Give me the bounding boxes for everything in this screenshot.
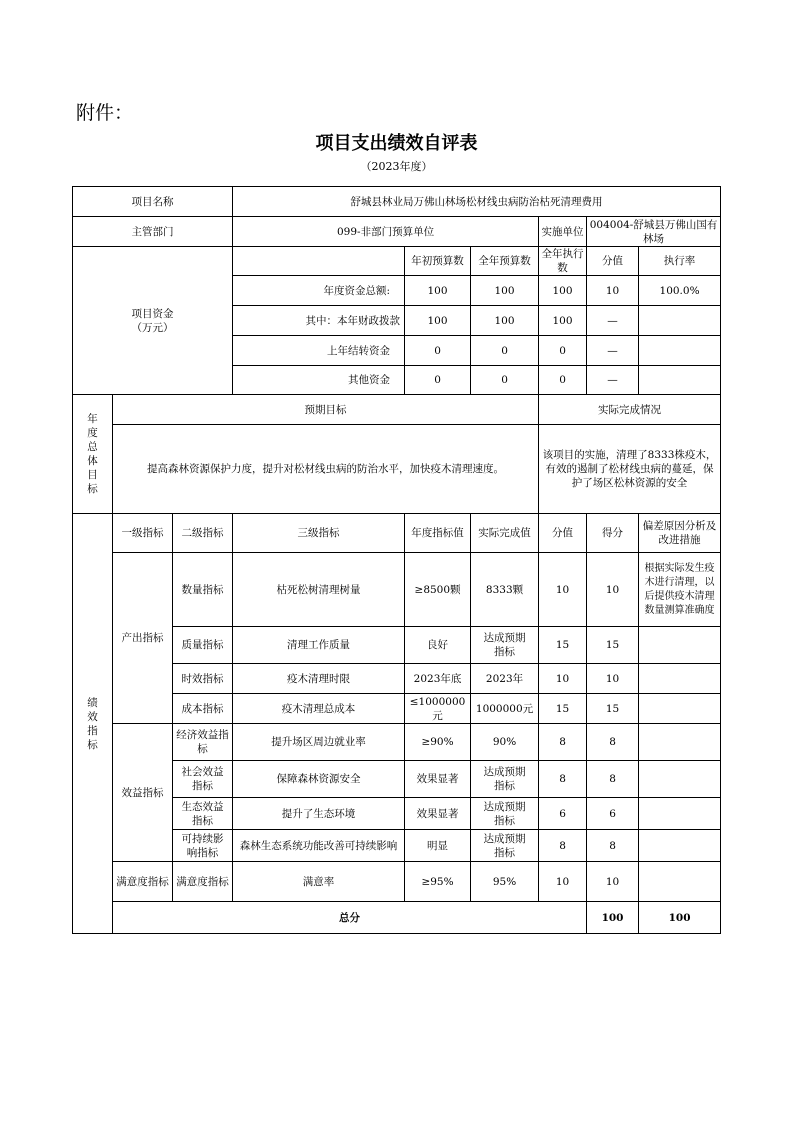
total-label: 总分 [113, 902, 587, 934]
perf-header: 得分 [587, 514, 639, 553]
total-score: 100 [639, 902, 721, 934]
target-value: ≥90% [405, 724, 471, 761]
funds-row-label: 年度资金总额: [233, 276, 405, 306]
actual-value: 1000000元 [471, 694, 539, 724]
dept-label: 主管部门 [73, 217, 233, 247]
target-value: 效果显著 [405, 761, 471, 798]
actual-value: 95% [471, 862, 539, 902]
deviation-remark [639, 724, 721, 761]
perf-row [73, 724, 721, 761]
funds-row-label: 其中：本年财政拨款 [233, 306, 405, 336]
funds-cell: 0 [539, 336, 587, 366]
expected-goal-header: 预期目标 [113, 395, 539, 425]
funds-cell: 100 [471, 306, 539, 336]
goals-label [73, 395, 113, 514]
actual-value: 8333颗 [471, 553, 539, 627]
level3-indicator: 疫木清理总成本 [233, 694, 405, 724]
level3-indicator: 满意率 [233, 862, 405, 902]
score-max: 8 [539, 724, 587, 761]
level3-indicator: 保障森林资源安全 [233, 761, 405, 798]
funds-cell: 0 [405, 366, 471, 395]
goals-header-row [73, 395, 721, 425]
actual-result-header: 实际完成情况 [539, 395, 721, 425]
level2-indicator: 质量指标 [173, 627, 233, 664]
project-name: 舒城县林业局万佛山林场松材线虫病防治枯死清理费用 [233, 187, 721, 217]
level3-indicator: 枯死松树清理树量 [233, 553, 405, 627]
funds-row-label: 其他资金 [233, 366, 405, 395]
deviation-remark [639, 694, 721, 724]
score-max: 10 [539, 553, 587, 627]
impl-label: 实施单位 [539, 217, 587, 247]
score: 15 [587, 627, 639, 664]
perf-header: 分值 [539, 514, 587, 553]
deviation-remark [639, 862, 721, 902]
actual-value: 2023年 [471, 664, 539, 694]
funds-cell [639, 306, 721, 336]
target-value: ≥95% [405, 862, 471, 902]
project-name-label: 项目名称 [73, 187, 233, 217]
funds-cell: 100 [539, 306, 587, 336]
deviation-remark [639, 627, 721, 664]
level2-indicator: 时效指标 [173, 664, 233, 694]
perf-header: 实际完成值 [471, 514, 539, 553]
level3-indicator: 疫木清理时限 [233, 664, 405, 694]
funds-cell: — [587, 366, 639, 395]
deviation-remark: 根据实际发生疫木进行清理，以后提供疫木清理数量测算准确度 [639, 553, 721, 627]
goals-label-text: 年度总体目标 [87, 413, 98, 495]
funds-header: 年初预算数 [405, 247, 471, 276]
funds-cell [639, 336, 721, 366]
score: 10 [587, 553, 639, 627]
level3-indicator: 清理工作质量 [233, 627, 405, 664]
perf-header: 三级指标 [233, 514, 405, 553]
funds-label [73, 247, 233, 395]
funds-cell: 0 [539, 366, 587, 395]
year-subtitle: （2023年度） [360, 160, 433, 173]
score-max: 6 [539, 798, 587, 830]
funds-header: 分值 [587, 247, 639, 276]
funds-header: 全年预算数 [471, 247, 539, 276]
actual-value: 90% [471, 724, 539, 761]
deviation-remark [639, 761, 721, 798]
funds-cell: 0 [405, 336, 471, 366]
funds-cell: 100 [405, 276, 471, 306]
performance-label [73, 514, 113, 934]
funds-cell: 100 [539, 276, 587, 306]
attachment-label: 附件： [76, 102, 134, 124]
score: 8 [587, 724, 639, 761]
level2-indicator: 数量指标 [173, 553, 233, 627]
funds-cell: 10 [587, 276, 639, 306]
score: 15 [587, 694, 639, 724]
perf-row [73, 862, 721, 902]
deviation-remark [639, 798, 721, 830]
funds-cell: — [587, 306, 639, 336]
page-title: 项目支出绩效自评表 [315, 133, 478, 154]
perf-header: 一级指标 [113, 514, 173, 553]
score: 10 [587, 862, 639, 902]
perf-header: 偏差原因分析及改进措施 [639, 514, 721, 553]
funds-header: 全年执行数 [539, 247, 587, 276]
score-max: 15 [539, 694, 587, 724]
funds-label-text: 项目资金（万元） [131, 307, 174, 334]
perf-row [73, 553, 721, 627]
score-max: 10 [539, 862, 587, 902]
score: 6 [587, 798, 639, 830]
perf-header-row [73, 514, 721, 553]
funds-cell: 0 [471, 336, 539, 366]
perf-header: 年度指标值 [405, 514, 471, 553]
level3-indicator: 提升场区周边就业率 [233, 724, 405, 761]
deviation-remark [639, 830, 721, 862]
performance-label-text: 绩效指标 [87, 696, 98, 751]
actual-result: 该项目的实施，清理了8333株疫木，有效的遏制了松材线虫病的蔓延，保护了场区松林资源的安全 [539, 425, 721, 514]
score: 8 [587, 761, 639, 798]
level2-indicator: 满意度指标 [173, 862, 233, 902]
actual-value: 达成预期指标 [471, 761, 539, 798]
total-score-max: 100 [587, 902, 639, 934]
score: 10 [587, 664, 639, 694]
evaluation-table [72, 186, 721, 934]
target-value: 效果显著 [405, 798, 471, 830]
target-value: ≤1000000元 [405, 694, 471, 724]
target-value: 良好 [405, 627, 471, 664]
department-row [73, 217, 721, 247]
target-value: 2023年底 [405, 664, 471, 694]
score-max: 15 [539, 627, 587, 664]
funds-row-label: 上年结转资金 [233, 336, 405, 366]
target-value: ≥8500颗 [405, 553, 471, 627]
funds-cell: — [587, 336, 639, 366]
level2-indicator: 可持续影响指标 [173, 830, 233, 862]
level1-indicator: 产出指标 [113, 553, 173, 724]
funds-header: 执行率 [639, 247, 721, 276]
score-max: 8 [539, 830, 587, 862]
actual-value: 达成预期指标 [471, 830, 539, 862]
funds-cell: 100 [471, 276, 539, 306]
score: 8 [587, 830, 639, 862]
deviation-remark [639, 664, 721, 694]
funds-cell [639, 366, 721, 395]
level2-indicator: 成本指标 [173, 694, 233, 724]
level3-indicator: 森林生态系统功能改善可持续影响 [233, 830, 405, 862]
funds-cell: 0 [471, 366, 539, 395]
funds-blank-header [233, 247, 405, 276]
score-max: 10 [539, 664, 587, 694]
impl-value: 004004-舒城县万佛山国有林场 [587, 217, 721, 247]
level2-indicator: 经济效益指标 [173, 724, 233, 761]
total-row [73, 902, 721, 934]
goals-content-row [73, 425, 721, 514]
level3-indicator: 提升了生态环境 [233, 798, 405, 830]
expected-goal: 提高森林资源保护力度，提升对松材线虫病的防治水平，加快疫木清理速度。 [113, 425, 539, 514]
score-max: 8 [539, 761, 587, 798]
level1-indicator: 效益指标 [113, 724, 173, 862]
actual-value: 达成预期指标 [471, 627, 539, 664]
level2-indicator: 生态效益指标 [173, 798, 233, 830]
project-name-row [73, 187, 721, 217]
actual-value: 达成预期指标 [471, 798, 539, 830]
perf-header: 二级指标 [173, 514, 233, 553]
target-value: 明显 [405, 830, 471, 862]
level2-indicator: 社会效益指标 [173, 761, 233, 798]
level1-indicator: 满意度指标 [113, 862, 173, 902]
funds-cell: 100 [405, 306, 471, 336]
funds-header-row [73, 247, 721, 276]
funds-cell: 100.0% [639, 276, 721, 306]
dept-value: 099-非部门预算单位 [233, 217, 539, 247]
